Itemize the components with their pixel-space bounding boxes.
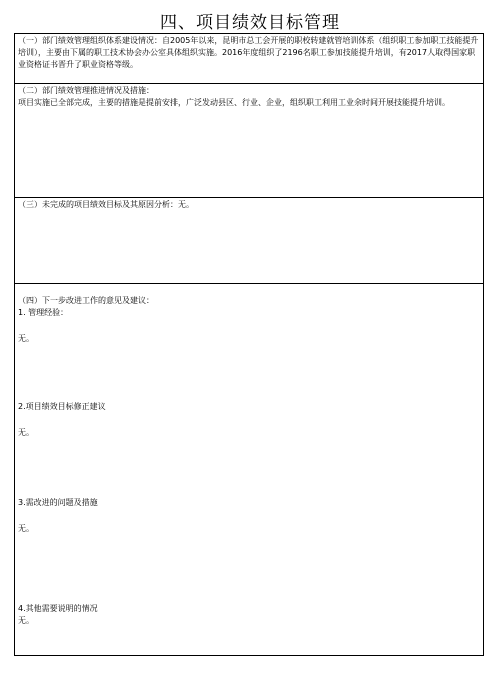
spacer [18,413,480,427]
section-3-heading: （三）未完成的项目绩效目标及其原因分析：无。 [18,200,194,209]
section-2-heading: （二）部门绩效管理推进情况及措施： [18,86,154,95]
spacer [18,439,480,497]
section-1-text: （一）部门绩效管理组织体系建设情况：自2005年以来，昆明市总工会开展的职校转建就管培训体系（组织职工参加职工技能提升培训），主要由下属的职工技术协会办公室具体组织实施。2016年度组织了2196名职工参加技能提升培训，有2017人取得国家职业资格证书晋升了职业资格等级。 [18,36,479,69]
section-4-cell [15,284,483,655]
item-2-value: 无。 [18,428,34,437]
page-title: 四、项目绩效目标管理 [160,13,340,33]
item-4-label: 4.其他需要说明的情况 [18,604,98,613]
spacer [18,319,480,333]
section-4-heading: （四）下一步改进工作的意见及建议： [18,296,154,305]
item-1-value: 无。 [18,334,34,343]
section-1-cell [15,34,483,84]
spacer [18,535,480,603]
item-1-label: 1. 管理经验： [18,308,69,317]
spacer [18,509,480,523]
item-3-value: 无。 [18,524,34,533]
spacer [18,345,480,401]
performance-table [14,33,484,656]
section-2-text: 项目实施已全部完成，主要的措施是提前安排，广泛发动县区、行业、企业，组织职工利用工业余时间开展技能提升培训。 [18,98,450,107]
section-2-cell [15,84,483,198]
item-2-label: 2.项目绩效目标修正建议 [18,402,106,411]
item-4-value: 无。 [18,616,34,625]
section-3-cell [15,198,483,284]
item-3-label: 3.需改进的问题及措施 [18,498,98,507]
